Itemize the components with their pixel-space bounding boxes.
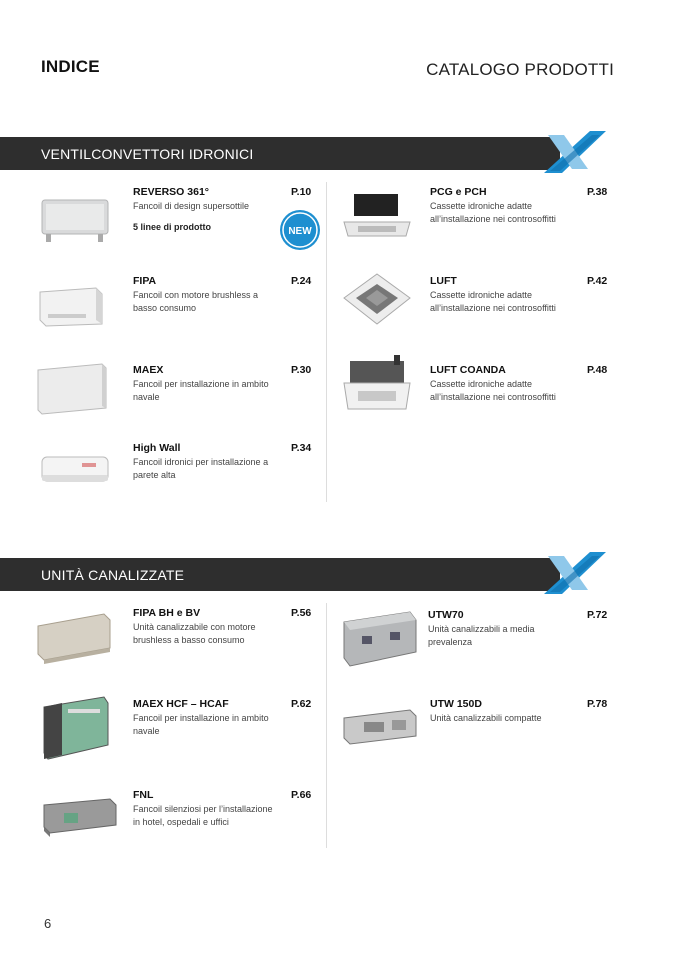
product-name: High Wall (133, 442, 181, 454)
product-desc: Cassette idroniche adatte all’installazione nei controsoffitti (430, 290, 556, 313)
product-name: FNL (133, 789, 154, 801)
section-banner-ducted (0, 558, 610, 592)
product-name: MAEX (133, 364, 164, 376)
product-name: MAEX HCF – HCAF (133, 698, 229, 710)
product-page: P.78 (587, 698, 608, 710)
utw70-image (340, 608, 420, 670)
product-desc: Fancoil idronici per installazione a parete alta (133, 457, 269, 480)
fnl-image (40, 795, 120, 841)
product-desc: Unità canalizzabili a media prevalenza (428, 624, 535, 647)
product-page: P.72 (587, 609, 608, 621)
product-page: P.56 (291, 607, 312, 619)
product-page: P.42 (587, 275, 608, 287)
high-wall-image (38, 453, 112, 489)
product-desc: Cassette idroniche adatte all’installazione nei controsoffitti (430, 379, 556, 402)
product-desc: Unità canalizzabili compatte (430, 713, 542, 723)
fipa-image (36, 284, 108, 330)
new-badge (279, 209, 321, 251)
maex-hcf-image (38, 693, 112, 765)
pcg-pch-image (340, 190, 414, 242)
product-name: PCG e PCH (430, 186, 487, 198)
product-desc: Fancoil per installazione in ambito navale (133, 379, 269, 402)
product-desc: Cassette idroniche adatte all’installazione nei controsoffitti (430, 201, 556, 224)
product-name: FIPA (133, 275, 157, 287)
product-extra: 5 linee di prodotto (133, 222, 211, 232)
reverso-image (38, 196, 112, 244)
fipa-bh-bv-image (34, 610, 114, 666)
section-banner-hydronic (0, 137, 610, 171)
new-badge-text: NEW (288, 226, 312, 237)
product-desc: Fancoil per installazione in ambito navale (133, 713, 269, 736)
product-name: UTW70 (428, 609, 464, 621)
section-title: UNITÀ CANALIZZATE (41, 567, 185, 583)
product-page: P.10 (291, 186, 312, 198)
product-page: P.34 (291, 442, 312, 454)
catalog-title: CATALOGO PRODOTTI (426, 60, 614, 79)
luft-image (340, 272, 414, 330)
product-desc: Fancoil di design supersottile (133, 201, 250, 211)
product-page: P.30 (291, 364, 312, 376)
product-desc: Fancoil silenziosi per l’installazione in hotel, ospedali e uffici (133, 804, 273, 827)
index-title: INDICE (41, 57, 100, 76)
x-logo-icon (540, 129, 610, 175)
product-page: P.62 (291, 698, 312, 710)
product-name: LUFT (430, 275, 457, 287)
x-logo-icon (540, 550, 610, 596)
product-page: P.48 (587, 364, 608, 376)
product-name: LUFT COANDA (430, 364, 506, 376)
product-desc: Fancoil con motore brushless a basso consumo (133, 290, 259, 313)
section-title: VENTILCONVETTORI IDRONICI (41, 146, 254, 162)
product-page: P.66 (291, 789, 312, 801)
column-divider (326, 603, 327, 848)
product-page: P.38 (587, 186, 608, 198)
product-name: REVERSO 361° (133, 186, 209, 198)
luft-coanda-image (340, 355, 414, 413)
product-page: P.24 (291, 275, 312, 287)
column-divider (326, 182, 327, 502)
maex-image (34, 360, 110, 418)
utw150d-image (340, 704, 420, 748)
product-name: FIPA BH e BV (133, 607, 201, 619)
product-desc: Unità canalizzabile con motore brushless a basso consumo (133, 622, 256, 645)
product-name: UTW 150D (430, 698, 482, 710)
page-number: 6 (44, 916, 52, 931)
